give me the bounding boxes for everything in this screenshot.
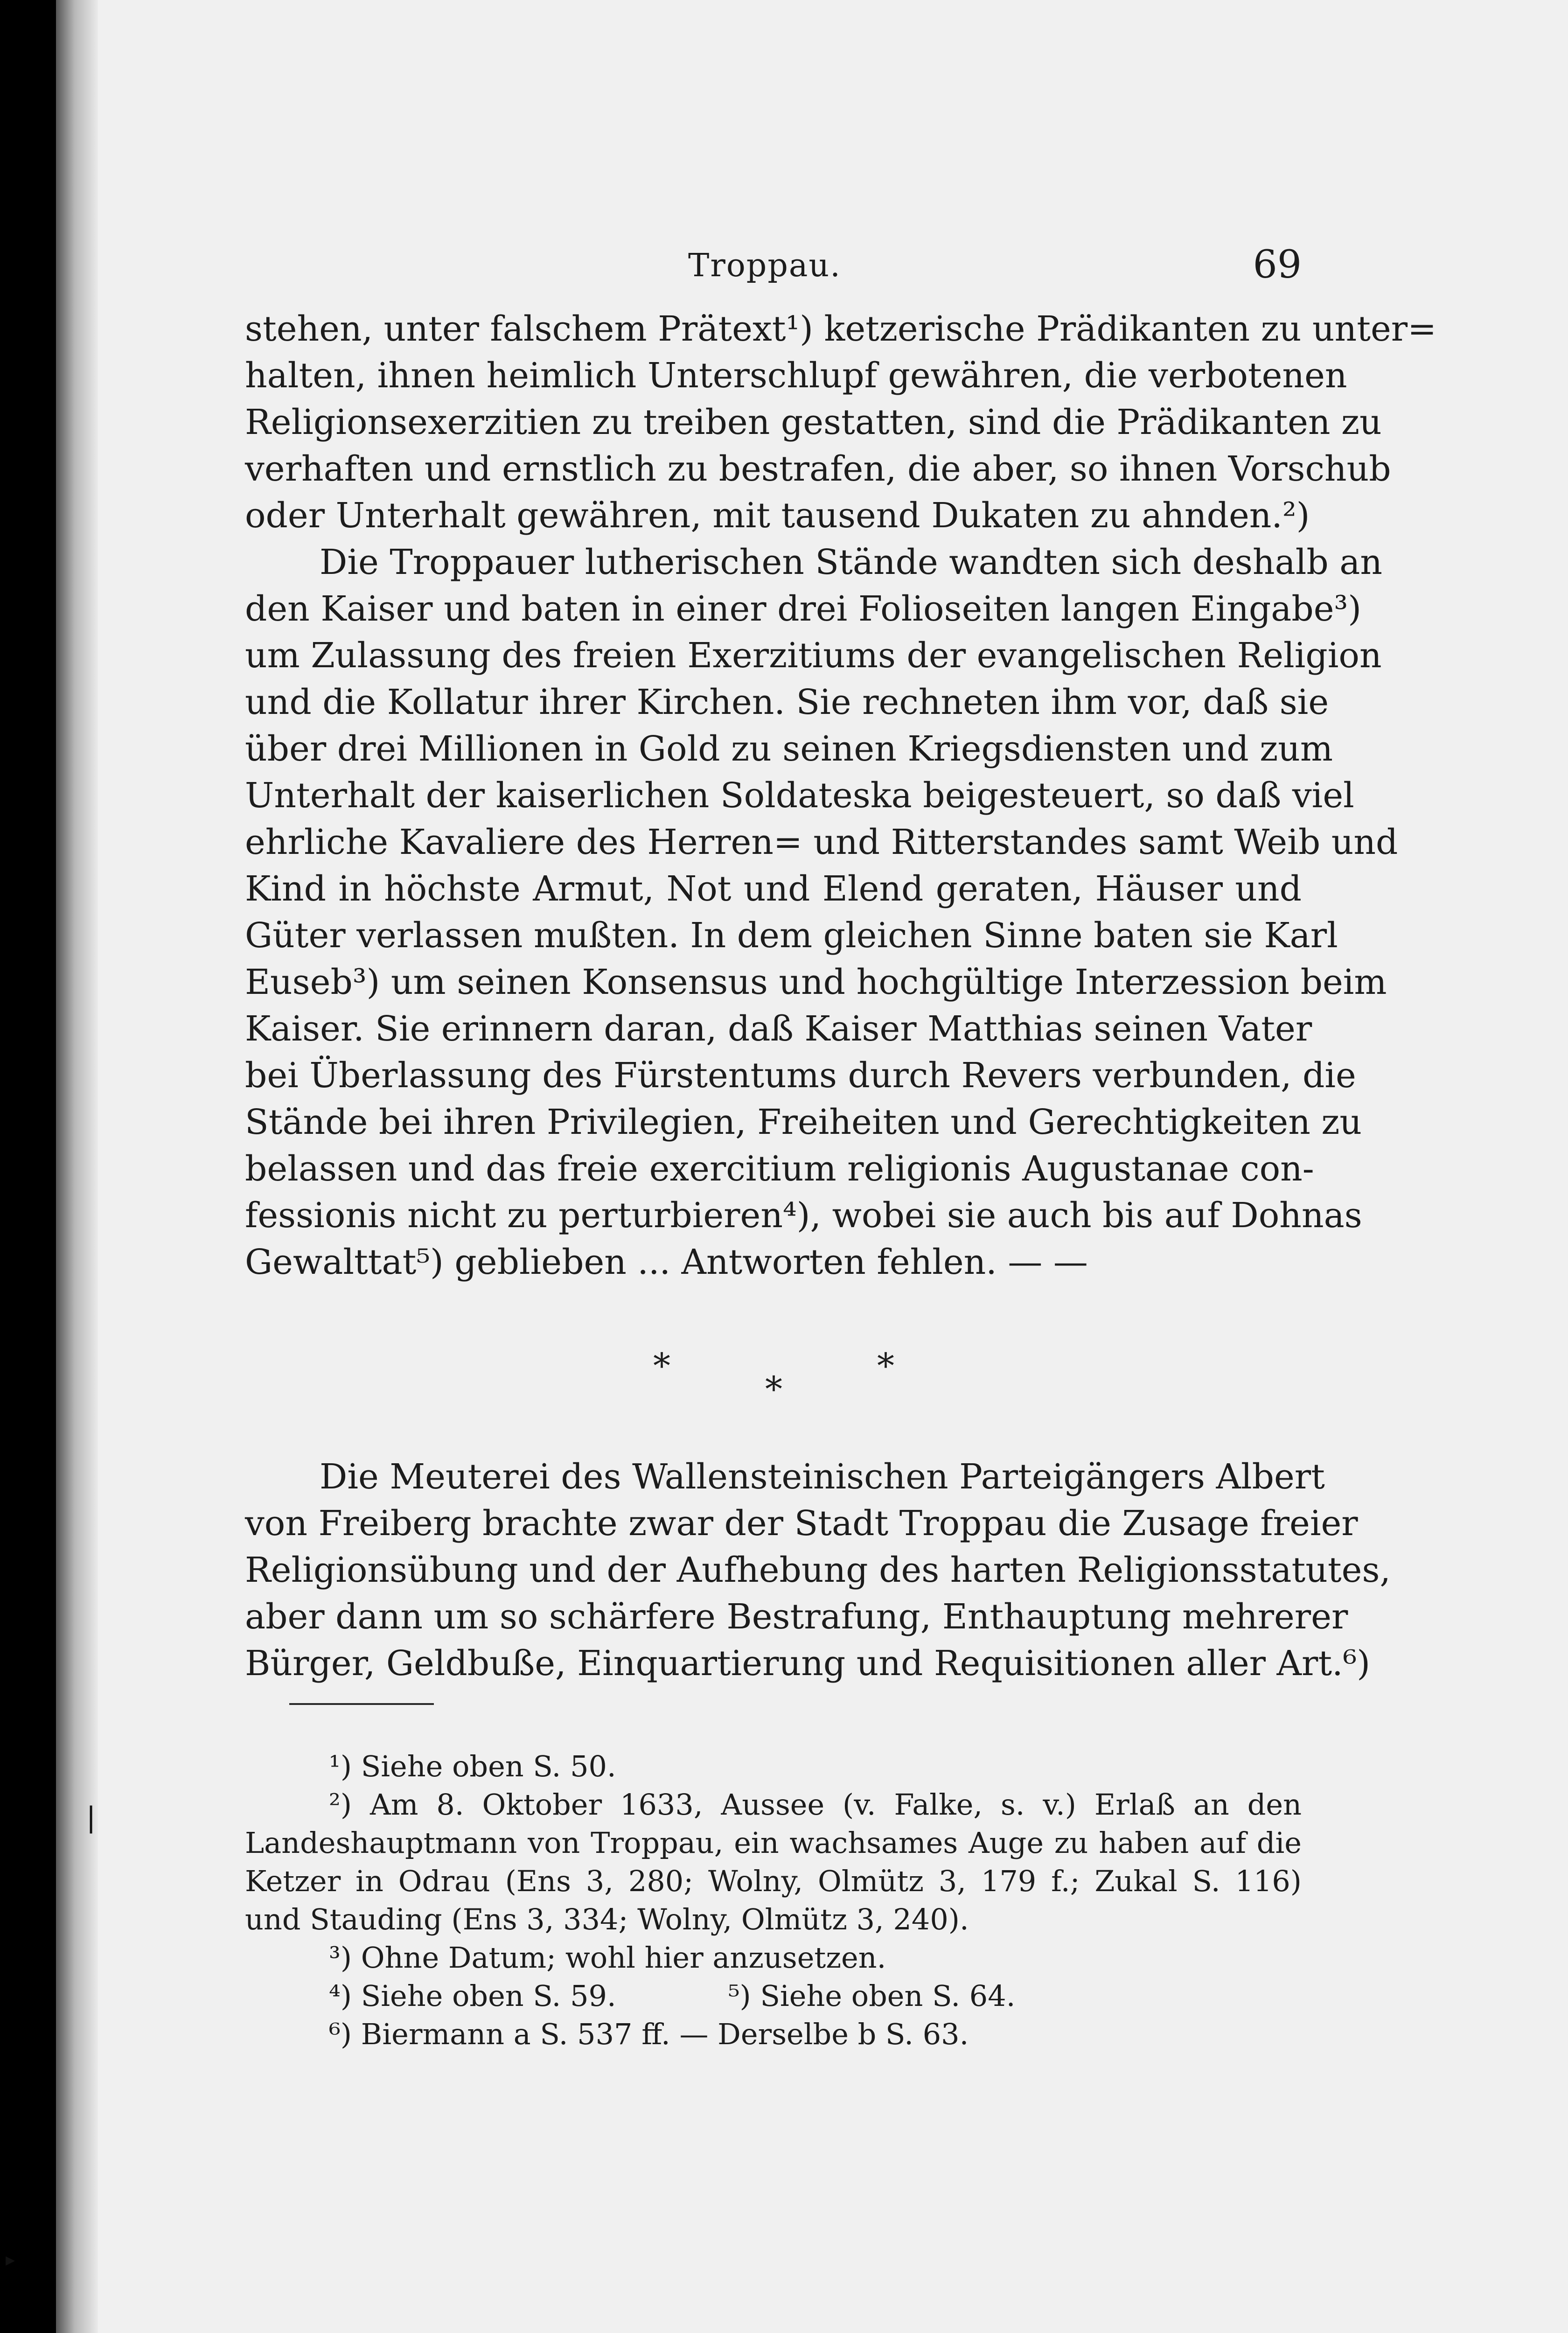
footnote-continuation: Landeshauptmann von Troppau, ein wachsames Auge zu haben auf die bbox=[245, 1826, 1302, 1860]
text-line: Bürger, Geldbuße, Einquartierung und Requisitionen aller Art.⁶) bbox=[245, 1643, 1371, 1683]
text-line: bei Überlassung des Fürstentums durch Revers verbunden, die bbox=[245, 1055, 1356, 1096]
footnote: ⁵) Siehe oben S. 64. bbox=[728, 1979, 1016, 2013]
page-header bbox=[245, 243, 1302, 289]
footnote: ¹) Siehe oben S. 50. bbox=[329, 1749, 616, 1783]
footnote-continuation: und Stauding (Ens 3, 334; Wolny, Olmütz 3, 240). bbox=[245, 1902, 969, 1936]
footnote: ³) Ohne Datum; wohl hier anzusetzen. bbox=[329, 1941, 886, 1975]
asterisk: * bbox=[765, 1369, 782, 1410]
scan-mark: ▸ bbox=[6, 2249, 15, 2270]
text-line: Gewalttat⁵) geblieben ... Antworten fehlen. — — bbox=[245, 1242, 1088, 1282]
text-line: Die Troppauer lutherischen Stände wandten sich deshalb an bbox=[320, 542, 1383, 582]
asterisk: * bbox=[653, 1346, 670, 1386]
text-line: Güter verlassen mußten. In dem gleichen Sinne baten sie Karl bbox=[245, 915, 1338, 956]
text-line: und die Kollatur ihrer Kirchen. Sie rechneten ihm vor, daß sie bbox=[245, 682, 1329, 722]
text-line: Kind in höchste Armut, Not und Elend geraten, Häuser und bbox=[245, 869, 1302, 909]
text-line: stehen, unter falschem Prätext¹) ketzerische Prädikanten zu unter= bbox=[245, 309, 1437, 349]
text-line: ehrliche Kavaliere des Herren= und Ritterstandes samt Weib und bbox=[245, 822, 1398, 862]
footnote-rule bbox=[289, 1703, 434, 1705]
text-line: verhaften und ernstlich zu bestrafen, die aber, so ihnen Vorschub bbox=[245, 449, 1391, 489]
text-line: Die Meuterei des Wallensteinischen Parteigängers Albert bbox=[320, 1457, 1325, 1497]
footnote-row bbox=[245, 1977, 1302, 2015]
text-line: Unterhalt der kaiserlichen Soldateska beigesteuert, so daß viel bbox=[245, 775, 1354, 816]
footnote-continuation: Ketzer in Odrau (Ens 3, 280; Wolny, Olmütz 3, 179 f.; Zukal S. 116) bbox=[245, 1864, 1302, 1898]
footnote: ⁴) Siehe oben S. 59. bbox=[329, 1979, 616, 2013]
text-line: Stände bei ihren Privilegien, Freiheiten und Gerechtigkeiten zu bbox=[245, 1102, 1362, 1142]
footnote: ²) Am 8. Oktober 1633, Aussee (v. Falke, s. v.) Erlaß an den bbox=[329, 1788, 1302, 1822]
text-line: oder Unterhalt gewähren, mit tausend Dukaten zu ahnden.²) bbox=[245, 496, 1310, 536]
closing-paragraph bbox=[245, 1453, 1391, 1687]
text-line: belassen und das freie exercitium religionis Augustanae con- bbox=[245, 1149, 1314, 1189]
text-line: von Freiberg brachte zwar der Stadt Troppau die Zusage freier bbox=[245, 1503, 1358, 1544]
page-number: 69 bbox=[1253, 243, 1302, 287]
footnote: ⁶) Biermann a S. 537 ff. — Derselbe b S. 63. bbox=[329, 2017, 969, 2051]
text-line: Religionsexerzitien zu treiben gestatten, sind die Prädikanten zu bbox=[245, 402, 1382, 442]
scan-mark: ❘ bbox=[79, 1801, 103, 1834]
text-line: um Zulassung des freien Exerzitiums der evangelischen Religion bbox=[245, 636, 1382, 676]
footnotes bbox=[245, 1747, 1302, 2054]
running-title: Troppau. bbox=[688, 247, 841, 284]
text-line: Religionsübung und der Aufhebung des harten Religionsstatutes, bbox=[245, 1550, 1391, 1590]
text-line: über drei Millionen in Gold zu seinen Kriegsdiensten und zum bbox=[245, 729, 1333, 769]
text-line: halten, ihnen heimlich Unterschlupf gewähren, die verbotenen bbox=[245, 356, 1347, 396]
gutter-shadow bbox=[56, 0, 98, 2333]
asterisk: * bbox=[877, 1346, 894, 1386]
text-line: aber dann um so schärfere Bestrafung, Enthauptung mehrerer bbox=[245, 1597, 1348, 1637]
text-line: Euseb³) um seinen Konsensus und hochgültige Interzession beim bbox=[245, 962, 1387, 1002]
text-line: den Kaiser und baten in einer drei Folioseiten langen Eingabe³) bbox=[245, 589, 1362, 629]
main-text bbox=[245, 306, 1437, 1285]
text-line: Kaiser. Sie erinnern daran, daß Kaiser Matthias seinen Vater bbox=[245, 1009, 1312, 1049]
text-line: fessionis nicht zu perturbieren⁴), wobei sie auch bis auf Dohnas bbox=[245, 1195, 1362, 1236]
